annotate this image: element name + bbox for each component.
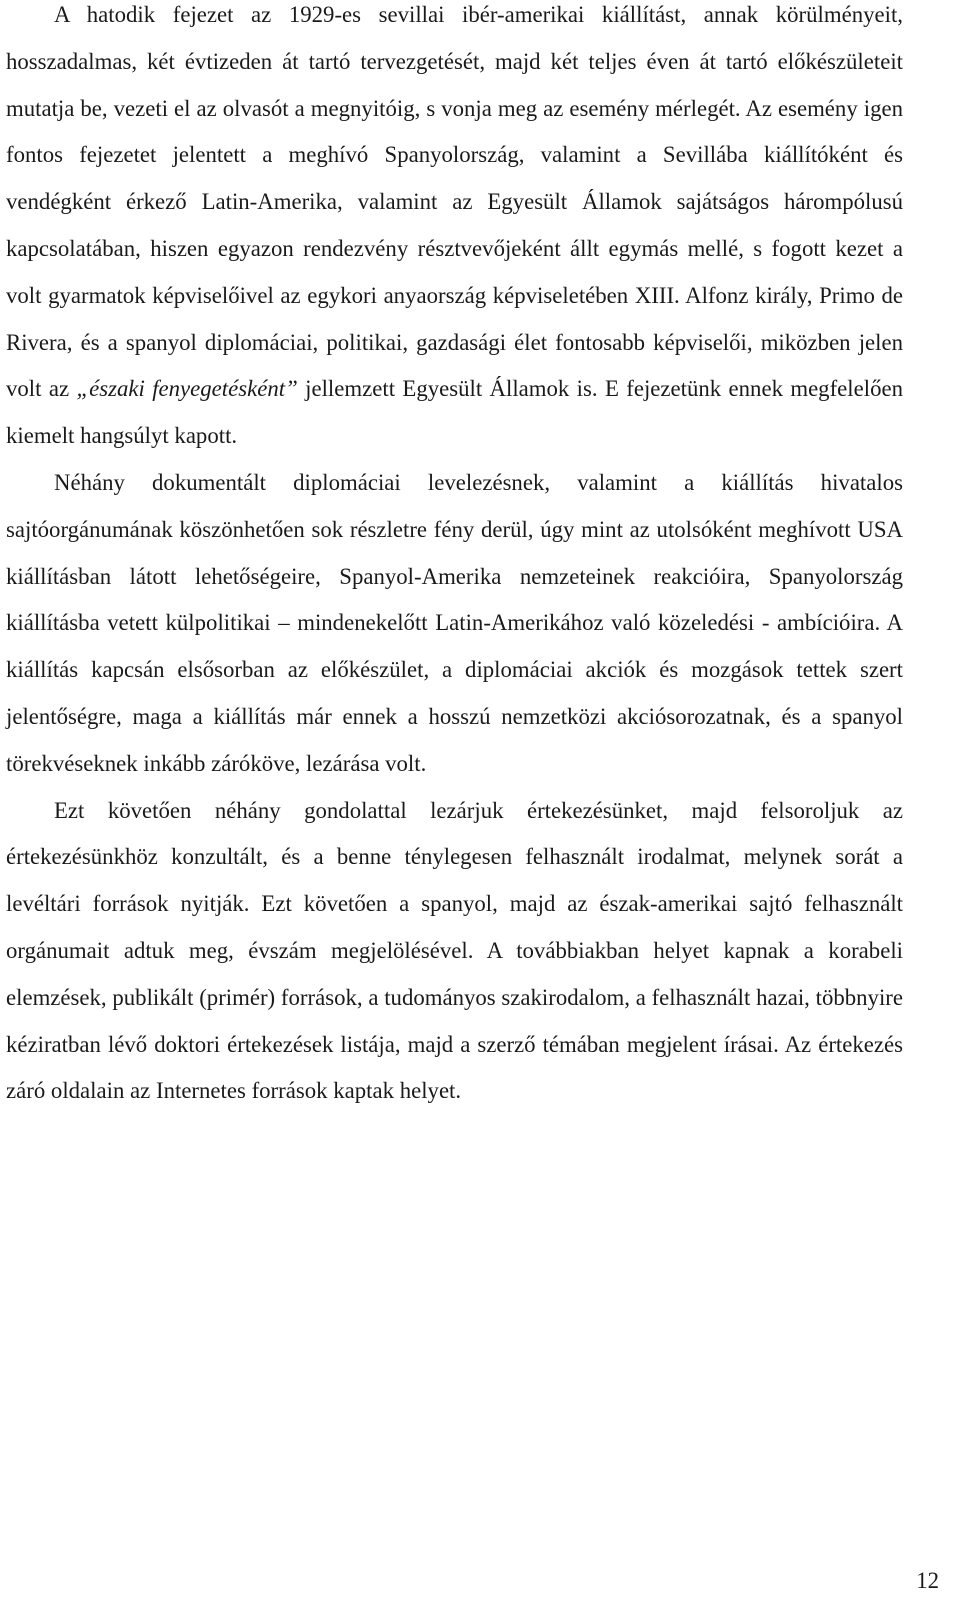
paragraph-1: [6, 0, 903, 460]
paragraph-2: Néhány dokumentált diplomáciai levelezésnek, valamint a kiállítás hivatalos sajtóorgánumának köszönhetően sok részletre fény derül, úgy mint az utolsóként meghívott USA kiállításban látott lehetőségeire, Spanyol-Amerika nemzeteinek reakcióira, Spanyolország kiállításba vetett külpolitikai – mindenekelőtt Latin-Amerikához való közeledési - ambícióira. A kiállítás kapcsán elsősorban az előkészület, a diplomáciai akciók és mozgások tettek szert jelentőségre, maga a kiállítás már ennek a hosszú nemzetközi akciósorozatnak, és a spanyol törekvéseknek inkább záróköve, lezárása volt.: [6, 469, 903, 776]
paragraph-1-text-start: A hatodik fejezet az 1929-es sevillai ibér-amerikai kiállítást, annak körülményeit, hosszadalmas, két évtizeden át tartó tervezgetését, majd két teljes éven át tartó előkészületeit mutatja be, vezeti el az olvasót a megnyitóig, s vonja meg az esemény mérlegét. Az esemény igen fontos fejezetet jelentett a meghívó Spanyolország, valamint a Sevillába kiállítóként és vendégként érkező Latin-Amerika, valamint az Egyesült Államok sajátságos hárompólusú kapcsolatában, hiszen egyazon rendezvény résztvevőjeként állt egymás mellé, s fogott kezet a volt gyarmatok képviselőivel az egykori anyaország képviseletében XIII. Alfonz király, Primo de Rivera, és a spanyol diplomáciai, politikai, gazdasági élet fontosabb képviselői, miközben jelen volt az: [6, 2, 903, 402]
document-body: [6, 0, 903, 1115]
paragraph-3: Ezt követően néhány gondolattal lezárjuk értekezésünket, majd felsoroljuk az értekezésünkhöz konzultált, és a benne ténylegesen felhasznált irodalmat, melynek sorát a levéltári források nyitják. Ezt követően a spanyol, majd az észak-amerikai sajtó felhasznált orgánumait adtuk meg, évszám megjelölésével. A továbbiakban helyet kapnak a korabeli elemzések, publikált (primér) források, a tudományos szakirodalom, a felhasznált hazai, többnyire kéziratban lévő doktori értekezések listája, majd a szerző témában megjelent írásai. Az értekezés záró oldalain az Internetes források kaptak helyet.: [6, 797, 903, 1104]
page-number: 12: [916, 1568, 939, 1593]
paragraph-1-text-end: jellemzett Egyesült Államok is. E fejezetünk ennek megfelelően kiemelt hangsúlyt kapott.: [6, 376, 903, 449]
paragraph-1-emphasis: „északi fenyegetésként”: [76, 376, 298, 402]
